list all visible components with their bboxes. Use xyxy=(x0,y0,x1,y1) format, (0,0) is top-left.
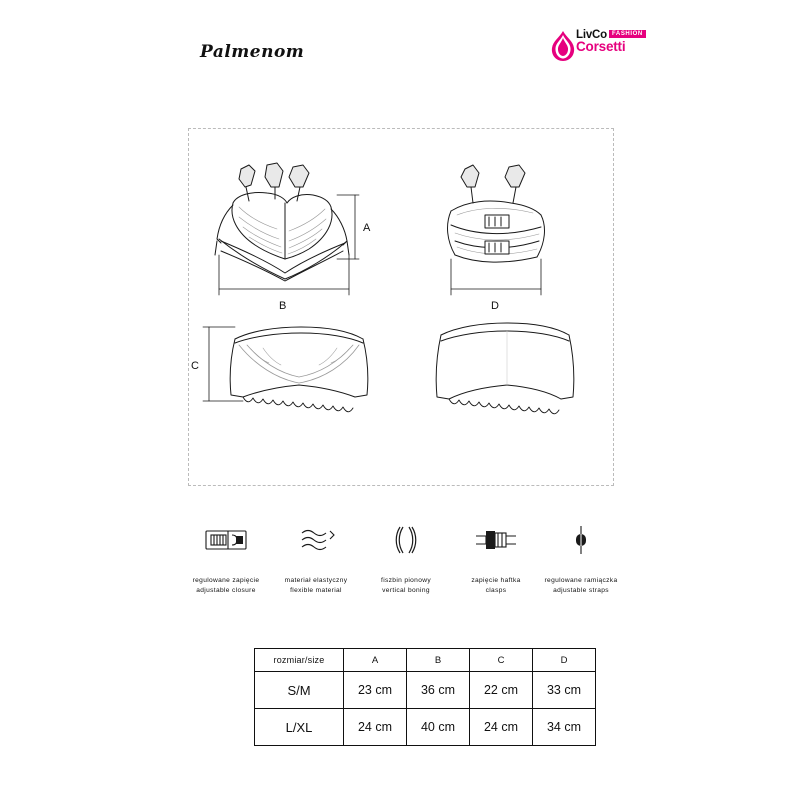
cell-b: 40 cm xyxy=(407,709,470,746)
feature-clasps xyxy=(448,516,544,596)
feature-label: regulowane ramiączka adjustable straps xyxy=(544,577,618,594)
illustration-panel xyxy=(188,128,614,486)
table-header-c: C xyxy=(470,649,533,672)
feature-adjustable-closure xyxy=(178,516,274,596)
brand-logo xyxy=(550,28,645,68)
table-header-b: B xyxy=(407,649,470,672)
page-title: Palmenom xyxy=(200,42,305,62)
feature-vertical-boning xyxy=(358,516,454,596)
cell-d: 33 cm xyxy=(533,672,596,709)
flexible-material-icon xyxy=(268,516,364,564)
dimension-label-d: D xyxy=(491,300,499,312)
vertical-boning-icon xyxy=(358,516,454,564)
table-row xyxy=(255,672,596,709)
adjustable-closure-icon xyxy=(178,516,274,564)
feature-flexible-material xyxy=(268,516,364,596)
clasps-icon xyxy=(448,516,544,564)
cell-c: 24 cm xyxy=(470,709,533,746)
brand-name-secondary: Corsetti xyxy=(576,39,626,55)
cell-c: 22 cm xyxy=(470,672,533,709)
cell-b: 36 cm xyxy=(407,672,470,709)
adjustable-straps-icon xyxy=(533,516,629,564)
panty-back-illustration xyxy=(436,323,574,414)
brand-text xyxy=(576,29,646,54)
row-size-label: L/XL xyxy=(255,709,344,746)
feature-label: fiszbin pionowy vertical boning xyxy=(381,577,431,594)
size-table xyxy=(254,648,596,746)
features-row xyxy=(178,516,622,611)
dimension-label-b: B xyxy=(279,300,287,312)
cell-a: 24 cm xyxy=(344,709,407,746)
table-row xyxy=(255,709,596,746)
table-header-d: D xyxy=(533,649,596,672)
brand-mark-icon xyxy=(550,30,576,62)
table-header-size: rozmiar/size xyxy=(255,649,344,672)
dimension-label-c: C xyxy=(191,360,199,372)
bra-back-illustration xyxy=(448,165,545,295)
cell-d: 34 cm xyxy=(533,709,596,746)
cell-a: 23 cm xyxy=(344,672,407,709)
dimension-label-a: A xyxy=(363,222,371,234)
feature-adjustable-straps xyxy=(533,516,629,596)
garment-technical-drawing xyxy=(189,129,613,485)
brand-name-primary: LivCo $^{FASHION}$ xyxy=(576,29,646,41)
page-header xyxy=(0,0,800,110)
table-header-a: A xyxy=(344,649,407,672)
bra-front-illustration xyxy=(215,163,359,295)
feature-label: zapięcie haftka clasps xyxy=(471,577,521,594)
table-header-row xyxy=(255,649,596,672)
feature-label: materiał elastyczny flexible material xyxy=(284,577,348,594)
row-size-label: S/M xyxy=(255,672,344,709)
panty-front-illustration xyxy=(203,327,368,412)
feature-label: regulowane zapięcie adjustable closure xyxy=(192,577,260,594)
brand-fashion-tag: FASHION xyxy=(609,30,646,38)
